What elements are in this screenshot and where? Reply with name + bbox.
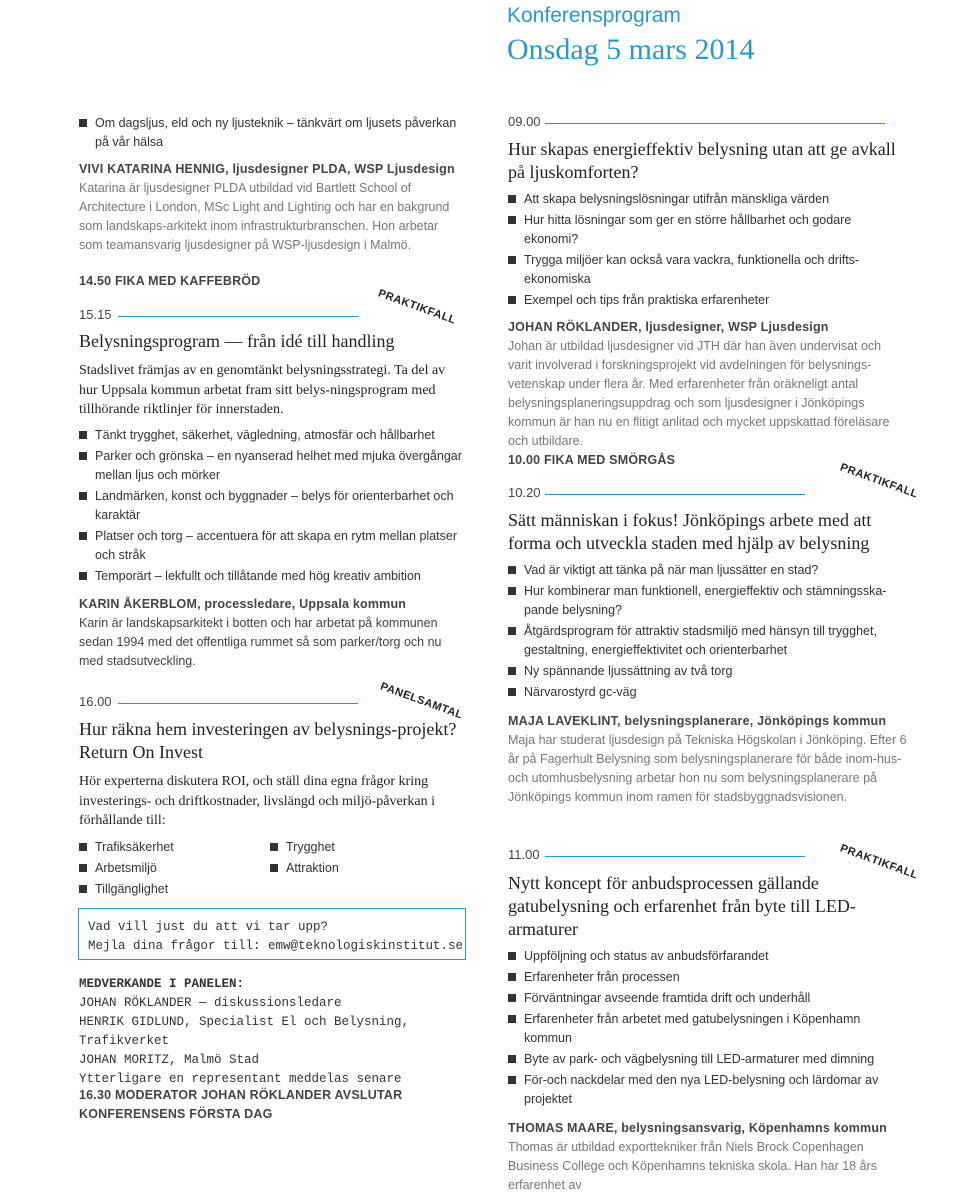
session-bullets [79, 426, 464, 586]
session-title: Om dagsljus, eld och ny ljusteknik – tänkvärt om ljusets påverkan på vår hälsa [79, 114, 459, 152]
program-kicker: Konferensprogram [507, 4, 681, 27]
time-0900: 09.00 [508, 114, 541, 129]
praktikfall-stamp: PRAKTIKFALL [838, 842, 920, 882]
list-item: Vad är viktigt att tänka på när man ljussätter en stad? [508, 561, 908, 580]
speaker-bio: Katarina är ljusdesigner PLDA utbildad vid Bartlett School of Architecture i London, MSc Light and Lighting och har en bakgrund som landskaps-arkitekt inom infrastrukturbranschen. Hon arbetar som teamansvarig ljusdesigner på WSP-ljusdesign i Malmö. [79, 181, 450, 252]
roi-bullets-b [270, 838, 450, 880]
page-date-title: Onsdag 5 mars 2014 [507, 33, 755, 66]
speaker-name: THOMAS MAARE, belysningsansvarig, Köpenhamns kommun [508, 1121, 888, 1135]
panel-member: Ytterligare en representant meddelas senare [79, 1072, 402, 1086]
list-item: Arbetsmiljö [79, 859, 259, 878]
list-item: Att skapa belysningslösningar utifrån mänskliga värden [508, 190, 898, 209]
list-item: För-och nackdelar med den nya LED-belysning och lärdomar av projektet [508, 1071, 908, 1109]
time-1600: 16.00 [79, 694, 112, 709]
panel-participants [79, 975, 469, 1089]
session-title: Belysningsprogram — från idé till handling [79, 331, 395, 351]
panelsamtal-stamp: PANELSAMTAL [378, 680, 465, 722]
list-item: Temporärt – lekfullt och tillåtande med hög kreativ ambition [79, 567, 464, 586]
speaker-name: MAJA LAVEKLINT, belysningsplanerare, Jönköpings kommun [508, 714, 887, 728]
session-jonkoping [508, 509, 908, 807]
panel-member: HENRIK GIDLUND, Specialist El och Belysning, Trafikverket [79, 1015, 410, 1048]
time-rule [118, 703, 358, 704]
time-rule [118, 316, 358, 317]
speaker-bio: Karin är landskapsarkitekt i botten och har arbetat på kommunen sedan 1994 med det offentliga rummet så som parker/torg och nu med stadsutveckling. [79, 615, 442, 668]
session-bullets [508, 561, 908, 702]
list-item: Attraktion [270, 859, 450, 878]
list-item: Trafiksäkerhet [79, 838, 259, 857]
session-bullets [508, 190, 898, 310]
list-item: Åtgärdsprogram för attraktiv stadsmiljö med hänsyn till trygghet, gestaltning, energieffektivitet och orienterbarhet [508, 622, 908, 660]
panel-member: JOHAN RÖKLANDER — diskussionsledare [79, 996, 342, 1010]
roi-bullets-a [79, 838, 259, 901]
list-item: Hur hitta lösningar som ger en större hållbarhet och godare ekonomi? [508, 211, 898, 249]
time-1515: 15.15 [79, 307, 112, 322]
list-item: Hur kombinerar man funktionell, energieffektiv och stämningsska-pande belysning? [508, 582, 908, 620]
praktikfall-stamp: PRAKTIKFALL [838, 461, 920, 501]
closing-line: 16.30 MODERATOR JOHAN RÖKLANDER AVSLUTAR KONFERENSENS FÖRSTA DAG [79, 1088, 403, 1121]
session-title: Hur skapas energieffektiv belysning utan att ge avkall på ljuskomforten? [508, 139, 896, 182]
list-item: Ny spännande ljussättning av två torg [508, 662, 908, 681]
session-title: Nytt koncept för anbudsprocessen gällande gatubelysning och erfarenhet från byte till LED-armaturer [508, 873, 856, 939]
question-email[interactable]: Mejla dina frågor till: emw@teknologiskinstitut.se [88, 939, 464, 953]
session-bullets [508, 947, 908, 1109]
list-item: Erfarenheter från processen [508, 968, 908, 987]
praktikfall-stamp: PRAKTIKFALL [376, 287, 458, 327]
speaker-bio: Johan är utbildad ljusdesigner vid JTH där han även undervisat och varit involverad i forskningsprojekt vid avdelningen för belysnings-vetenskap under flera år. Med erfarenheter från oräkneligt antal belysningsplaneringsuppdrag och som ljusdesigner i Jönköpings kommun är han nu en flitigt anlitad och mycket uppskattad föreläsare och utbildare. [508, 339, 890, 448]
time-rule [545, 494, 805, 495]
time-1100: 11.00 [508, 847, 540, 862]
list-item: Landmärken, konst och byggnader – belys för orienterbarhet och karaktär [79, 487, 464, 525]
list-item: Förväntningar avseende framtida drift och underhåll [508, 989, 908, 1008]
list-item: Tänkt trygghet, säkerhet, vägledning, atmosfär och hållbarhet [79, 426, 464, 445]
list-item: Tillgänglighet [79, 880, 259, 899]
session-energieffektiv [508, 138, 898, 451]
time-rule [545, 123, 885, 124]
session-roi [79, 718, 464, 831]
list-item: Byte av park- och vägbelysning till LED-armaturer med dimning [508, 1050, 908, 1069]
speaker-name: JOHAN RÖKLANDER, ljusdesigner, WSP Ljusdesign [508, 320, 829, 334]
list-item: Exempel och tips från praktiska erfarenheter [508, 291, 898, 310]
list-item: Platser och torg – accentuera för att skapa en rytm mellan platser och stråk [79, 527, 464, 565]
session-belysningsprogram [79, 330, 464, 671]
list-item: Erfarenheter från arbetet med gatubelysningen i Köpenhamn kommun [508, 1010, 908, 1048]
speaker-bio: Maja har studerat ljusdesign på Tekniska Högskolan i Jönköping. Efter 6 år på Fagerhult Belysning som belysningsplanerare för både inom-hus- och utomhusbelysning arbetar hon nu som belysningsplanerare på Jönköpings kommun inom ramen för stadsbyggnadsvisionen. [508, 733, 907, 804]
list-item: Parker och grönska – en nyanserad helhet med mjuka övergångar mellan ljus och mörker [79, 447, 464, 485]
session-subtitle: Hör experterna diskutera ROI, och ställ dina egna frågor kring investerings- och driftkostnader, livslängd och miljö-påverkan i förhållande till: [79, 774, 435, 828]
session-daylight [79, 114, 459, 255]
fika-break: 14.50 FIKA MED KAFFEBRÖD [79, 274, 261, 288]
panel-heading: MEDVERKANDE I PANELEN: [79, 977, 245, 991]
list-item: Trygghet [270, 838, 450, 857]
session-title: Hur räkna hem investeringen av belysnings-projekt? Return On Invest [79, 719, 457, 762]
fika-break: 10.00 FIKA MED SMÖRGÅS [508, 453, 676, 467]
time-1020: 10.20 [508, 485, 541, 500]
speaker-name: KARIN ÅKERBLOM, processledare, Uppsala kommun [79, 596, 407, 611]
session-subtitle: Stadslivet främjas av en genomtänkt belysningsstrategi. Ta del av hur Uppsala kommun arbetat fram sitt belys-ningsprogram med tillhörande riktlinjer för innerstaden. [79, 363, 446, 417]
question-line: Vad vill just du att vi tar upp? [88, 920, 329, 934]
speaker-name: VIVI KATARINA HENNIG, ljusdesigner PLDA, WSP Ljusdesign [79, 162, 455, 176]
list-item: Närvarostyrd gc-väg [508, 683, 908, 702]
session-title: Sätt människan i fokus! Jönköpings arbete med att forma och utveckla staden med hjälp av belysning [508, 510, 872, 553]
list-item: Trygga miljöer kan också vara vackra, funktionella och drifts-ekonomiska [508, 251, 898, 289]
session-anbud [508, 872, 908, 1195]
time-rule [545, 856, 805, 857]
speaker-bio: Thomas är utbildad exporttekniker från Niels Brock Copenhagen Business College och Köpenhamns tekniska skola. Han har 18 års erfarenhet av [508, 1140, 877, 1192]
panel-member: JOHAN MORITZ, Malmö Stad [79, 1053, 260, 1067]
list-item: Uppföljning och status av anbudsförfarandet [508, 947, 908, 966]
